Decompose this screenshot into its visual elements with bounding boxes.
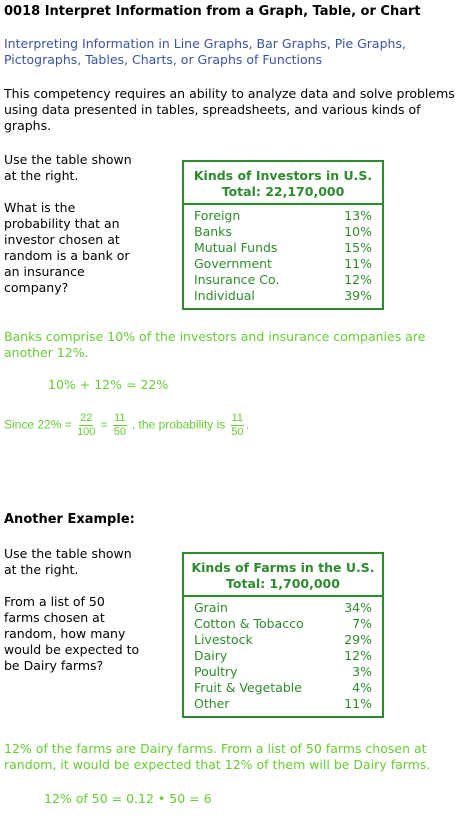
fraction-numerator: 11 (231, 412, 244, 424)
fraction-denominator: 50 (113, 426, 126, 438)
fraction-denominator: 50 (231, 426, 244, 438)
row-label: Individual (194, 288, 255, 303)
example1-instruction: Use the table shown at the right. (4, 152, 132, 183)
row-label: Dairy (194, 648, 228, 663)
row-value: 39% (344, 288, 372, 303)
row-label: Banks (194, 224, 232, 239)
row-value: 13% (344, 208, 372, 223)
fraction-11-50 (113, 412, 126, 439)
example2-question: From a list of 50 farms chosen at random, how many would be expected to be Dairy farms? (4, 594, 140, 673)
table-row (194, 208, 372, 224)
row-value: 29% (344, 632, 372, 647)
row-label: Mutual Funds (194, 240, 278, 255)
row-value: 11% (344, 696, 372, 711)
table-row (194, 600, 372, 616)
farms-table-total: Total: 1,700,000 (226, 576, 340, 591)
table-row (194, 664, 372, 680)
table-row (194, 632, 372, 648)
example1-question: What is the probability that an investor chosen at random is a bank or an insurance company? (4, 200, 130, 295)
row-label: Livestock (194, 632, 253, 647)
table-row (194, 272, 372, 288)
page-title: 0018 Interpret Information from a Graph, Table, or Chart (4, 4, 421, 19)
investors-table-title: Kinds of Investors in U.S. (193, 168, 373, 183)
row-value: 34% (344, 600, 372, 615)
row-value: 15% (344, 240, 372, 255)
farms-table (182, 552, 384, 718)
fraction-probability (231, 412, 244, 439)
investors-table (182, 160, 384, 310)
example2-instruction: Use the table shown at the right. (4, 546, 132, 577)
row-label: Fruit & Vegetable (194, 680, 302, 695)
example1-probability-statement (4, 412, 249, 439)
farms-table-header (184, 554, 382, 597)
row-label: Poultry (194, 664, 238, 679)
fraction-denominator: 100 (77, 426, 96, 438)
fraction-numerator: 22 (80, 412, 93, 424)
table-row (194, 680, 372, 696)
since-middle: , the probability is (131, 417, 226, 432)
example1-explanation: Banks comprise 10% of the investors and insurance companies are another 12%. (4, 329, 426, 360)
table-row (194, 224, 372, 240)
row-value: 10% (344, 224, 372, 239)
row-label: Other (194, 696, 230, 711)
table-row (194, 256, 372, 272)
row-value: 12% (344, 648, 372, 663)
row-value: 3% (352, 664, 372, 679)
row-label: Government (194, 256, 272, 271)
row-label: Insurance Co. (194, 272, 280, 287)
table-row (194, 696, 372, 712)
example2-explanation: 12% of the farms are Dairy farms. From a list of 50 farms chosen at random, it would be expected that 12% of them will be Dairy farms. (4, 741, 431, 772)
farms-table-title: Kinds of Farms in the U.S. (191, 560, 375, 575)
example1-calc: 10% + 12% = 22% (48, 377, 169, 392)
row-value: 7% (352, 616, 372, 631)
investors-table-header (184, 162, 382, 205)
fraction-numerator: 11 (114, 412, 126, 424)
row-label: Cotton & Tobacco (194, 616, 304, 631)
intro-paragraph: This competency requires an ability to analyze data and solve problems using data presented in tables, spreadsheets, and various kinds of graphs. (4, 86, 455, 133)
investors-table-body (184, 205, 382, 307)
table-row (194, 240, 372, 256)
table-row (194, 616, 372, 632)
table-row (194, 288, 372, 304)
row-value: 12% (344, 272, 372, 287)
another-example-heading: Another Example: (4, 512, 135, 527)
row-label: Grain (194, 600, 228, 615)
fraction-22-100 (77, 412, 95, 439)
row-value: 4% (352, 680, 372, 695)
farms-table-body (184, 597, 382, 715)
equals-sign: = (100, 417, 108, 432)
since-prefix: Since 22% = (4, 417, 72, 432)
row-label: Foreign (194, 208, 241, 223)
row-value: 11% (344, 256, 372, 271)
period: . (246, 417, 250, 432)
investors-table-total: Total: 22,170,000 (221, 184, 345, 199)
example2-calc: 12% of 50 = 0.12 • 50 = 6 (44, 791, 212, 806)
table-row (194, 648, 372, 664)
page-subtitle: Interpreting Information in Line Graphs, Bar Graphs, Pie Graphs, Pictographs, Tables, Charts, or Graphs of Functions (4, 36, 406, 67)
